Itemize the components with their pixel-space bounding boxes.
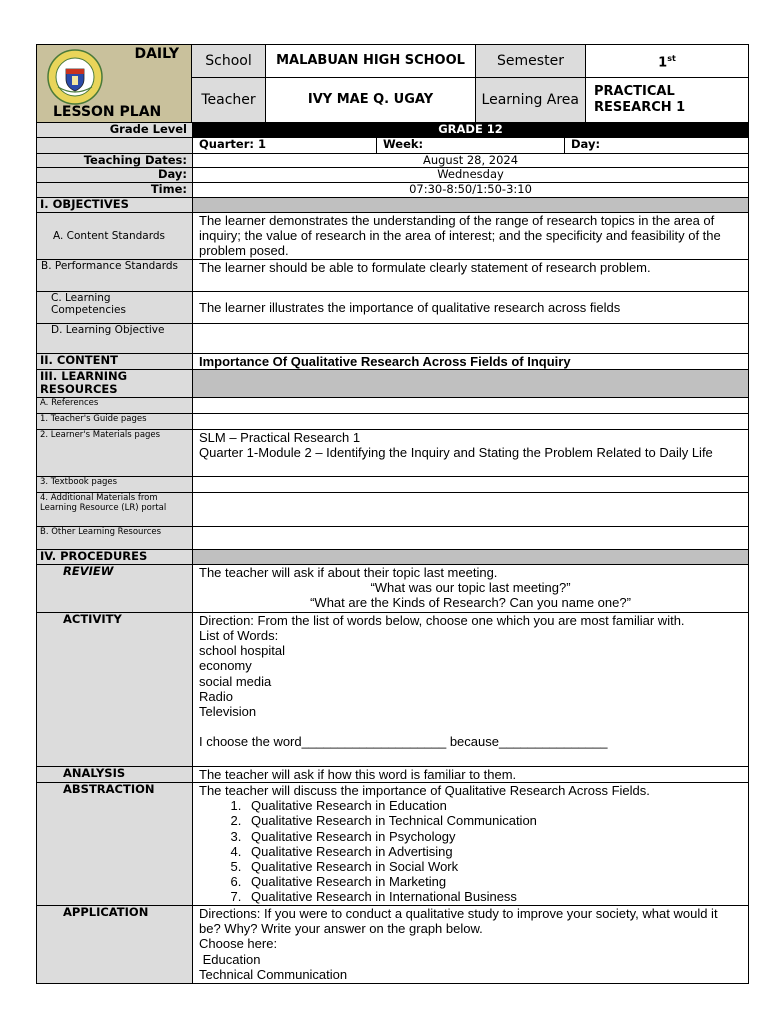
learning-resources-heading: III. LEARNING RESOURCES [37,369,193,397]
word-item: social media [199,673,272,689]
teacher-value: IVY MAE Q. UGAY [266,78,476,123]
review-line-1: The teacher will ask if about their topic last meeting. [199,564,498,580]
list-item: 6. Qualitative Research in Marketing [245,874,742,889]
additional-materials-label: 4. Additional Materials from Learning Resource (LR) portal [37,492,193,526]
lesson-plan-title: LESSON PLAN [53,104,162,120]
learning-area-value: PRACTICAL RESEARCH 1 [586,78,749,123]
content-heading: II. CONTENT [37,353,193,369]
grade-level-label: Grade Level [37,123,193,138]
teachers-guide-value [193,413,749,429]
word-item: economy [199,658,252,674]
performance-standards-label: B. Performance Standards [37,259,193,291]
activity-content [193,612,749,766]
activity-spacer [199,719,742,734]
abstraction-intro: The teacher will discuss the importance of Qualitative Research Across Fields. [199,783,650,799]
procedures-heading-fill [193,549,749,564]
content-topic: Importance Of Qualitative Research Across Fields of Inquiry [193,353,749,369]
school-label: School [192,45,266,78]
additional-materials-value [193,492,749,526]
deped-brand-cell [37,45,192,123]
other-resources-value [193,526,749,549]
learning-competencies-text: The learner illustrates the importance of qualitative research across fields [193,291,749,323]
references-label: A. References [37,397,193,413]
application-label: APPLICATION [37,906,193,984]
time-label: Time: [37,183,193,198]
school-value: MALABUAN HIGH SCHOOL [266,45,476,78]
list-item: 4. Qualitative Research in Advertising [245,844,742,859]
objectives-heading-fill [193,198,749,213]
activity-direction: Direction: From the list of words below, choose one which you are most familiar with. [199,612,685,628]
content-standards-label: A. Content Standards [37,213,193,260]
day-value: Wednesday [193,168,749,183]
textbook-pages-label: 3. Textbook pages [37,476,193,492]
day-field: Day: [565,138,749,154]
review-label: REVIEW [37,564,193,612]
application-content [193,906,749,984]
header-table [36,44,749,123]
word-item: Television [199,704,257,720]
teacher-label: Teacher [192,78,266,123]
application-direction: Directions: If you were to conduct a qualitative study to improve your society, what would it be? Why? Write your answer on the graph below. [199,906,718,937]
list-item: 3. Qualitative Research in Psychology [245,829,742,844]
quarter-label-cell [37,138,193,154]
learning-objective-label: D. Learning Objective [37,323,193,353]
procedures-heading: IV. PROCEDURES [37,549,193,564]
quarter-field: Quarter: 1 [193,138,377,154]
daily-title: DAILY [134,46,179,62]
day-label: Day: [37,168,193,183]
semester-label: Semester [476,45,586,78]
review-content [193,564,749,612]
learners-materials-line-1: SLM – Practical Research 1 [199,429,361,445]
lesson-plan-grid [36,122,749,984]
application-option: Education [199,951,261,967]
learners-materials-value [193,429,749,476]
application-option: Technical Communication [199,966,348,982]
list-item: 2. Qualitative Research in Technical Communication [245,813,742,828]
review-line-3: “What are the Kinds of Research? Can you name one?” [310,595,631,611]
abstraction-list [199,798,742,904]
list-item: 5. Qualitative Research in Social Work [245,859,742,874]
teaching-dates-value: August 28, 2024 [193,154,749,168]
learning-resources-fill [193,369,749,397]
word-item: school hospital [199,643,285,659]
activity-list-title: List of Words: [199,628,279,644]
other-resources-label: B. Other Learning Resources [37,526,193,549]
list-item: 1. Qualitative Research in Education [245,798,742,813]
time-value: 07:30-8:50/1:50-3:10 [193,183,749,198]
activity-choose-line: I choose the word____________________ because_______________ [199,734,608,750]
teachers-guide-label: 1. Teacher's Guide pages [37,413,193,429]
learning-area-label: Learning Area [476,78,586,123]
content-standards-text: The learner demonstrates the understanding of the range of research topics in the area of inquiry; the value of research in the area of interest; and the specificity and feasibility of the problem posed. [193,213,749,260]
references-value [193,397,749,413]
teaching-dates-label: Teaching Dates: [37,154,193,168]
grade-level-value: GRADE 12 [193,123,749,138]
objectives-heading: I. OBJECTIVES [37,198,193,213]
learning-competencies-label: C. Learning Competencies [37,291,193,323]
deped-seal-icon [46,49,104,105]
activity-label: ACTIVITY [37,612,193,766]
semester-value: 1st [586,45,749,78]
analysis-text: The teacher will ask if how this word is familiar to them. [193,766,749,782]
textbook-pages-value [193,476,749,492]
abstraction-label: ABSTRACTION [37,783,193,906]
learners-materials-label: 2. Learner's Materials pages [37,429,193,476]
analysis-label: ANALYSIS [37,766,193,782]
application-choose: Choose here: [199,936,278,952]
learners-materials-line-2: Quarter 1-Module 2 – Identifying the Inquiry and Stating the Problem Related to Daily Life [199,445,713,461]
week-field: Week: [377,138,565,154]
learning-objective-text [193,323,749,353]
list-item: 7. Qualitative Research in International Business [245,889,742,904]
word-item: Radio [199,688,233,704]
review-line-2: “What was our topic last meeting?” [370,580,571,596]
abstraction-content [193,783,749,906]
performance-standards-text: The learner should be able to formulate clearly statement of research problem. [193,259,749,291]
